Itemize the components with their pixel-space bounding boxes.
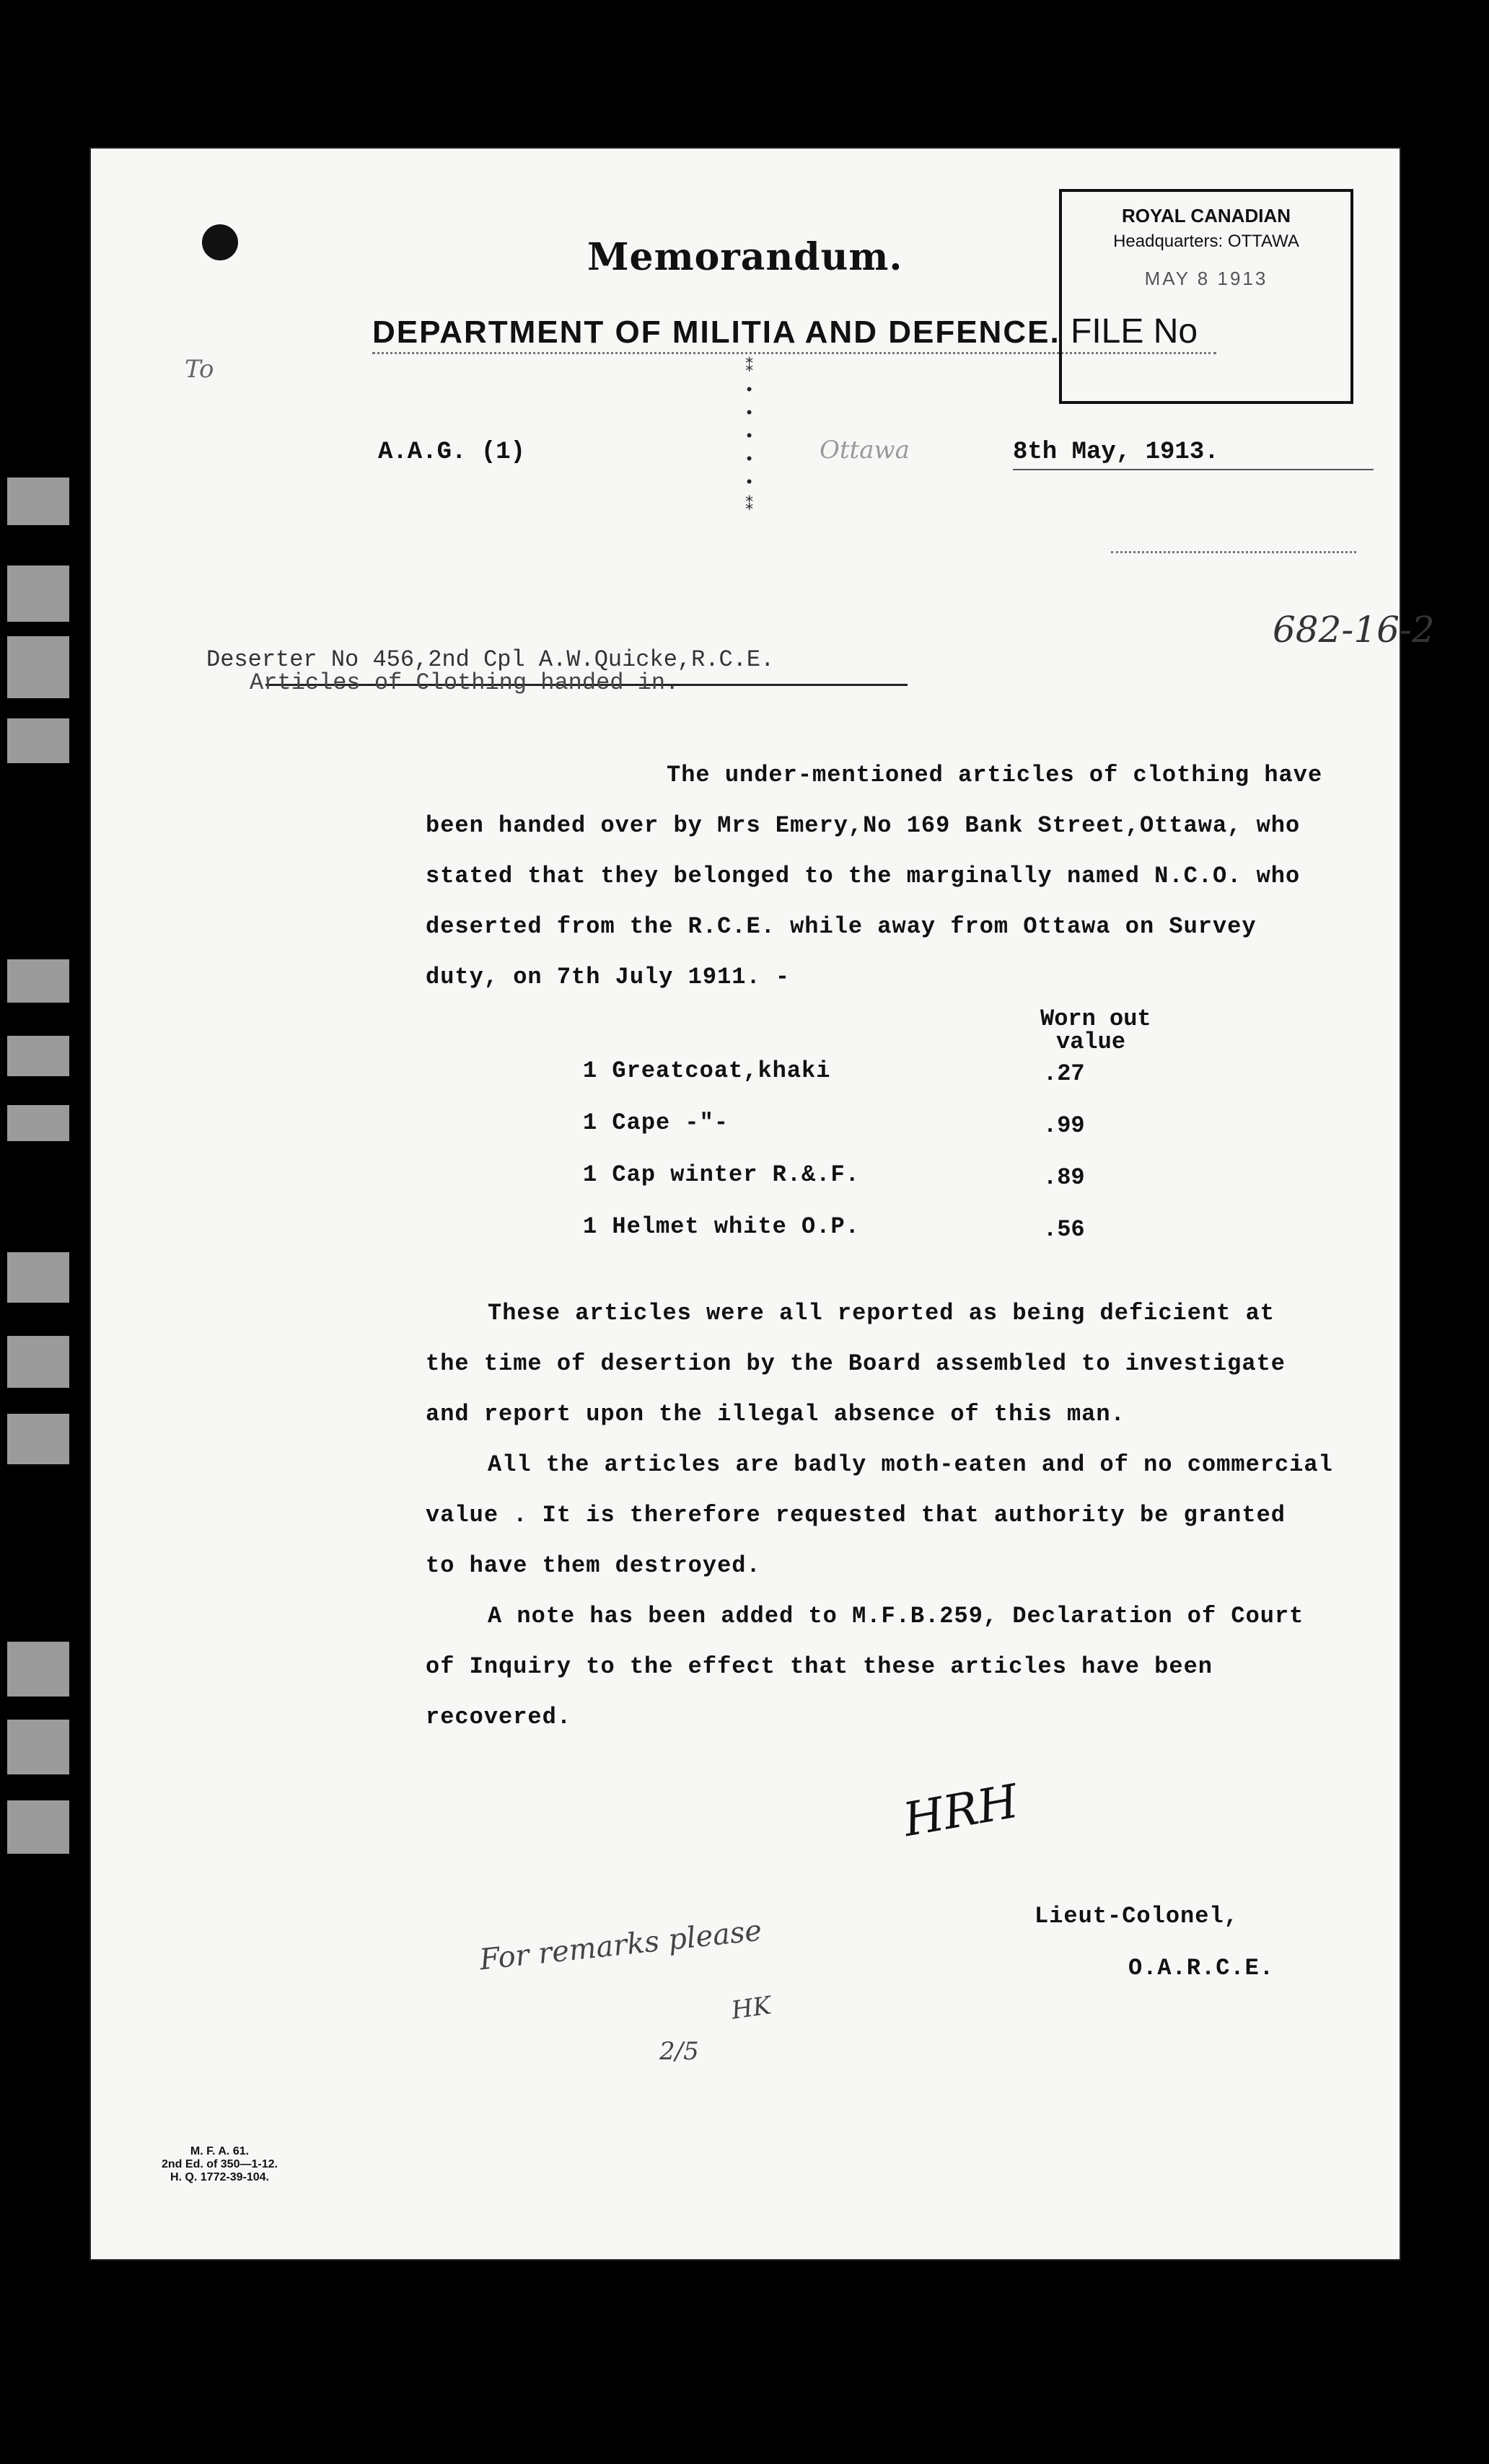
form-line-1: M. F. A. 61. bbox=[190, 2145, 250, 2157]
film-mark bbox=[7, 1414, 69, 1464]
item-description: 1 Greatcoat,khaki bbox=[583, 1057, 831, 1084]
film-mark bbox=[7, 478, 69, 525]
body-line: These articles were all reported as being deficient at bbox=[488, 1300, 1275, 1326]
body-line: the time of desertion by the Board assembled to investigate bbox=[426, 1350, 1286, 1377]
body-line: to have them destroyed. bbox=[426, 1552, 761, 1579]
dotted-rule bbox=[1111, 551, 1356, 553]
item-value: .89 bbox=[1043, 1164, 1085, 1191]
stamp-line-1: ROYAL CANADIAN bbox=[1121, 205, 1291, 226]
body-line: deserted from the R.C.E. while away from Ottawa on Survey bbox=[426, 913, 1257, 940]
body-line: A note has been added to M.F.B.259, Declaration of Court bbox=[488, 1603, 1304, 1629]
form-line-3: H. Q. 1772-39-104. bbox=[170, 2171, 269, 2183]
item-value: .99 bbox=[1043, 1112, 1085, 1139]
table-header: Worn out bbox=[1040, 1006, 1151, 1032]
body-line: stated that they belonged to the marginally named N.C.O. who bbox=[426, 863, 1301, 889]
memo-page bbox=[89, 147, 1435, 2261]
film-mark bbox=[7, 1105, 69, 1141]
film-mark bbox=[7, 959, 69, 1003]
table-header: value bbox=[1056, 1029, 1126, 1055]
film-mark bbox=[7, 566, 69, 622]
body-line: recovered. bbox=[426, 1704, 572, 1730]
item-description: 1 Cape -"- bbox=[583, 1109, 729, 1136]
signature-initials: HRH bbox=[899, 1774, 1023, 1848]
place-handwritten: Ottawa bbox=[820, 436, 910, 465]
memo-date: 8th May, 1913. bbox=[1013, 439, 1219, 466]
memo-title: Memorandum. bbox=[587, 235, 903, 279]
subject-line-2: Articles of Clothing handed in. bbox=[250, 669, 680, 696]
film-mark bbox=[7, 718, 69, 763]
punch-hole bbox=[202, 224, 238, 260]
film-mark bbox=[7, 636, 69, 698]
dotted-divider: ⁑ • • • • • ⁑ bbox=[744, 358, 755, 515]
form-number bbox=[162, 2145, 278, 2184]
to-label: To bbox=[185, 355, 214, 384]
signature-rank: Lieut-Colonel, bbox=[1035, 1903, 1239, 1930]
film-mark bbox=[7, 1036, 69, 1076]
body-line: been handed over by Mrs Emery,No 169 Bank Street,Ottawa, who bbox=[426, 812, 1301, 839]
body-line: of Inquiry to the effect that these articles have been bbox=[426, 1653, 1213, 1680]
film-mark bbox=[7, 1800, 69, 1854]
film-mark bbox=[7, 1642, 69, 1697]
item-description: 1 Cap winter R.&.F. bbox=[583, 1161, 860, 1188]
stamp-date: MAY 8 1913 bbox=[1144, 268, 1268, 289]
item-value: .56 bbox=[1043, 1216, 1085, 1243]
item-value: .27 bbox=[1043, 1060, 1085, 1087]
handwritten-date: 2/5 bbox=[659, 2037, 699, 2066]
subject-line-1: Deserter No 456,2nd Cpl A.W.Quicke,R.C.E. bbox=[206, 646, 775, 673]
film-mark bbox=[7, 1720, 69, 1774]
handwritten-initials: HK bbox=[729, 1991, 773, 2025]
stamp-file-no: FILE No bbox=[1071, 312, 1198, 351]
body-line: duty, on 7th July 1911. - bbox=[426, 964, 791, 990]
body-line: and report upon the illegal absence of this man. bbox=[426, 1401, 1125, 1427]
received-stamp bbox=[1059, 189, 1353, 404]
handwritten-note: For remarks please bbox=[478, 1914, 764, 1977]
body-line: value . It is therefore requested that authority be granted bbox=[426, 1502, 1286, 1528]
stamp-line-2: Headquarters: OTTAWA bbox=[1113, 232, 1299, 251]
date-rule bbox=[1013, 469, 1374, 470]
item-description: 1 Helmet white O.P. bbox=[583, 1213, 860, 1240]
addressee: A.A.G. (1) bbox=[378, 439, 526, 466]
body-line: The under-mentioned articles of clothing have bbox=[667, 762, 1323, 788]
film-mark bbox=[7, 1252, 69, 1303]
file-reference-handwritten: 682-16-2 bbox=[1273, 609, 1435, 651]
film-mark bbox=[7, 1336, 69, 1388]
signature-office: O.A.R.C.E. bbox=[1128, 1955, 1275, 1981]
form-line-2: 2nd Ed. of 350—1-12. bbox=[162, 2158, 278, 2170]
department-heading: DEPARTMENT OF MILITIA AND DEFENCE. bbox=[372, 314, 1060, 350]
body-line: All the articles are badly moth-eaten and of no commercial bbox=[488, 1451, 1333, 1478]
